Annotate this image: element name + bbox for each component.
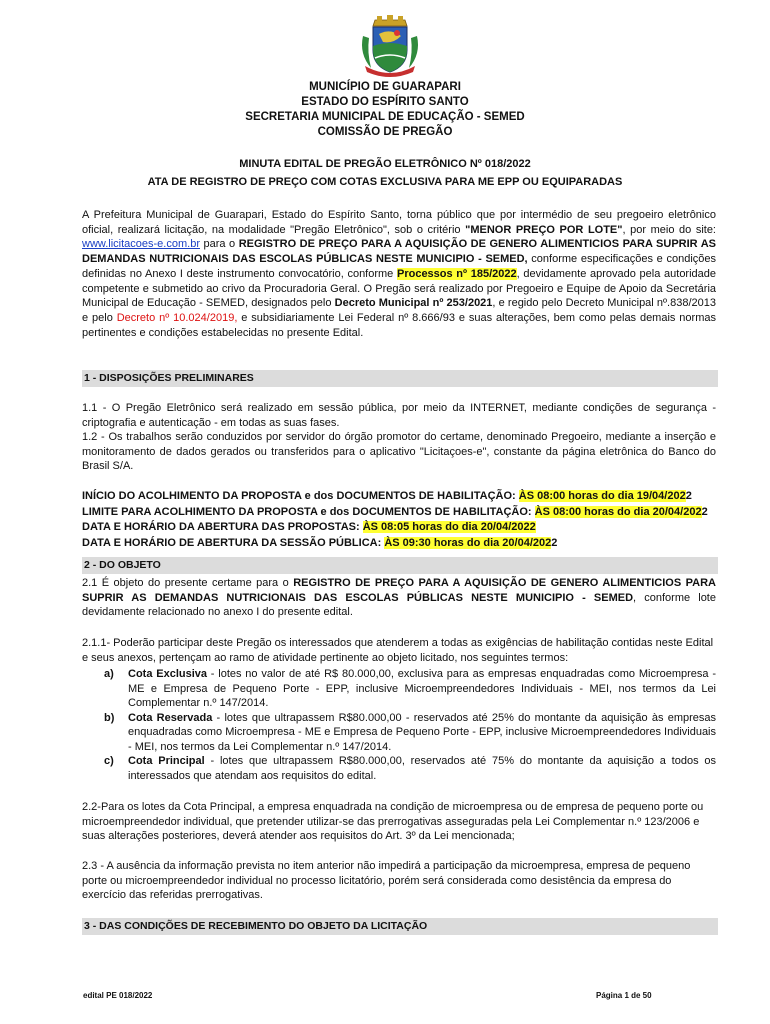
decree-federal: Decreto nº 10.024/2019,: [116, 311, 238, 324]
quota-list: [82, 667, 716, 783]
intro-text: e subsidiariamente Lei Federal nº 8.666/93 e suas alterações, bem como pelas demais normas pertinentes e condições estabelecidas no presente Edital.: [82, 311, 716, 339]
intro-text: conforme especificações e condições definidas no Anexo I deste instrumento convocatório, conforme: [82, 253, 716, 280]
object-text: REGISTRO DE PREÇO PARA A AQUISIÇÃO DE GENERO ALIMENTICIOS PARA SUPRIR AS DEMANDAS NUTRICIONAIS DAS ESCOLAS PÚBLICAS NESTE MUNICIPIO - SEMED,: [82, 238, 716, 266]
header-commission: COMISSÃO DE PREGÃO: [317, 126, 453, 138]
decree-municipal: Decreto Municipal nº 253/2021: [334, 297, 493, 310]
document-title: MINUTA EDITAL DE PREGÃO ELETRÔNICO Nº 018/2022: [239, 158, 531, 170]
section-2-3: 2.3 - A ausência da informação prevista no item anterior não impedirá a participação da microempresa, empresa de pequeno porte ou microempreendedor individual no processo licitatório, porém será considerada como desistência da empresa do exercício das referidas prerrogativas.: [82, 860, 691, 901]
intro-text: para o: [199, 238, 239, 251]
criteria-text: "MENOR PREÇO POR LOTE": [465, 223, 623, 236]
schedule-row: INÍCIO DO ACOLHIMENTO DA PROPOSTA e dos DOCUMENTOS DE HABILITAÇÃO: ÀS 08:00 horas do dia 19/04/2022: [82, 490, 692, 502]
intro-text: , por meio do site:: [622, 223, 716, 236]
header-municipality: MUNICÍPIO DE GUARAPARI: [309, 81, 461, 93]
section-1-heading: 1 - DISPOSIÇÕES PRELIMINARES: [82, 370, 718, 387]
intro-text: , e regido pelo Decreto Municipal nº.838/2013 e pelo: [82, 297, 716, 324]
section-1-2: 1.2 - Os trabalhos serão conduzidos por servidor do órgão promotor do certame, denominado Pregoeiro, mediante a inserção e monitoramento de dados gerados ou transferidos para o aplicativo "Licitaçoes-e", constante da página eletrônica do Banco do Brasil S/A.: [82, 431, 716, 473]
header-state: ESTADO DO ESPÍRITO SANTO: [301, 96, 469, 108]
intro-paragraph: [82, 208, 716, 340]
section-2-heading: 2 - DO OBJETO: [82, 557, 718, 574]
footer-edital: edital PE 018/2022: [83, 991, 153, 1000]
quota-item-exclusive: a) Cota Exclusiva - lotes no valor de até R$ 80.000,00, exclusiva para as empresas enquadradas como Microempresa - ME e Empresa de Pequeno Porte - EPP, inclusive Microempreendedores Individuais - MEI, nos termos da Lei Complementar n.º 147/2014.: [104, 668, 716, 709]
schedule-row: LIMITE PARA ACOLHIMENTO DA PROPOSTA e dos DOCUMENTOS DE HABILITAÇÃO: ÀS 08:00 horas do dia 20/04/2022: [82, 505, 708, 518]
schedule-row: DATA E HORÁRIO DE ABERTURA DA SESSÃO PÚBLICA: ÀS 09:30 horas do dia 20/04/2022: [82, 536, 558, 549]
intro-text: A Prefeitura Municipal de Guarapari, Estado do Espírito Santo, torna público que por intermédio de seu pregoeiro eletrônico oficial, realizará licitação, na modalidade "Pregão Eletrônico", sob o critério: [82, 209, 716, 236]
quota-item-principal: c) Cota Principal - lotes que ultrapassem R$80.000,00, reservados até 75% do montante da aquisição a todos os interessados que atendam aos requisitos do edital.: [104, 755, 716, 782]
section-2-1: 2.1 É objeto do presente certame para o REGISTRO DE PREÇO PARA A AQUISIÇÃO DE GENERO ALIMENTICIOS PARA SUPRIR AS DEMANDAS NUTRICIONAIS DAS ESCOLAS PÚBLICAS NESTE MUNICIPIO - SEMED, conforme lote devidamente relacionado no anexo I do presente edital.: [82, 577, 716, 619]
process-number: Processos nº 185/2022: [396, 267, 517, 280]
schedule: [82, 489, 722, 551]
intro-text: , devidamente aprovado pela autoridade competente e submetido ao crivo da Procuradoria Geral. O Pregão será realizado por Pregoeiro e Equipe de Apoio da Secretária Municipal de Educação - SEMED, designados pelo: [82, 267, 717, 310]
municipal-coat-of-arms: [355, 14, 425, 78]
document-subtitle: ATA DE REGISTRO DE PREÇO COM COTAS EXCLUSIVA PARA ME EPP OU EQUIPARADAS: [147, 176, 623, 188]
section-1-1: 1.1 - O Pregão Eletrônico será realizado em sessão pública, por meio da INTERNET, mediante condições de segurança - criptografia e autenticação - em todas as suas fases.: [82, 402, 716, 429]
schedule-row: DATA E HORÁRIO DA ABERTURA DAS PROPOSTAS: ÀS 08:05 horas do dia 20/04/2022: [82, 521, 536, 533]
header-secretariat: SECRETARIA MUNICIPAL DE EDUCAÇÃO - SEMED: [245, 111, 525, 123]
licitacoes-link[interactable]: www.licitacoes-e.com.br: [82, 238, 200, 251]
section-2-2: 2.2-Para os lotes da Cota Principal, a empresa enquadrada na condição de microempresa ou de empresa de pequeno porte ou microempreendedor individual, que pretender utilizar-se das prerrogativas asseguradas pela Lei Complementar n.º 123/2006 e suas alterações posteriores, deverá atender aos requisitos do Art. 3º da Lei mencionada;: [82, 801, 704, 842]
footer-page-number: Página 1 de 50: [596, 991, 652, 1000]
section-2-1-1: 2.1.1- Poderão participar deste Pregão os interessados que atenderem a todas as exigências de habilitação contidas neste Edital e seus anexos, pertençam ao ramo de atividade pertinente ao objeto licitado, nos seguintes termos:: [82, 637, 714, 664]
section-3-heading: 3 - DAS CONDIÇÕES DE RECEBIMENTO DO OBJETO DA LICITAÇÃO: [82, 918, 718, 935]
quota-item-reserved: b) Cota Reservada - lotes que ultrapassem R$80.000,00 - reservados até 25% do montante da aquisição às empresas enquadradas como Microempresa - ME e Empresa de Pequeno Porte - EPP, inclusive Microempreendedores Individuais - MEI, nos termos da Lei Complementar n.º 147/2014.: [104, 711, 716, 753]
